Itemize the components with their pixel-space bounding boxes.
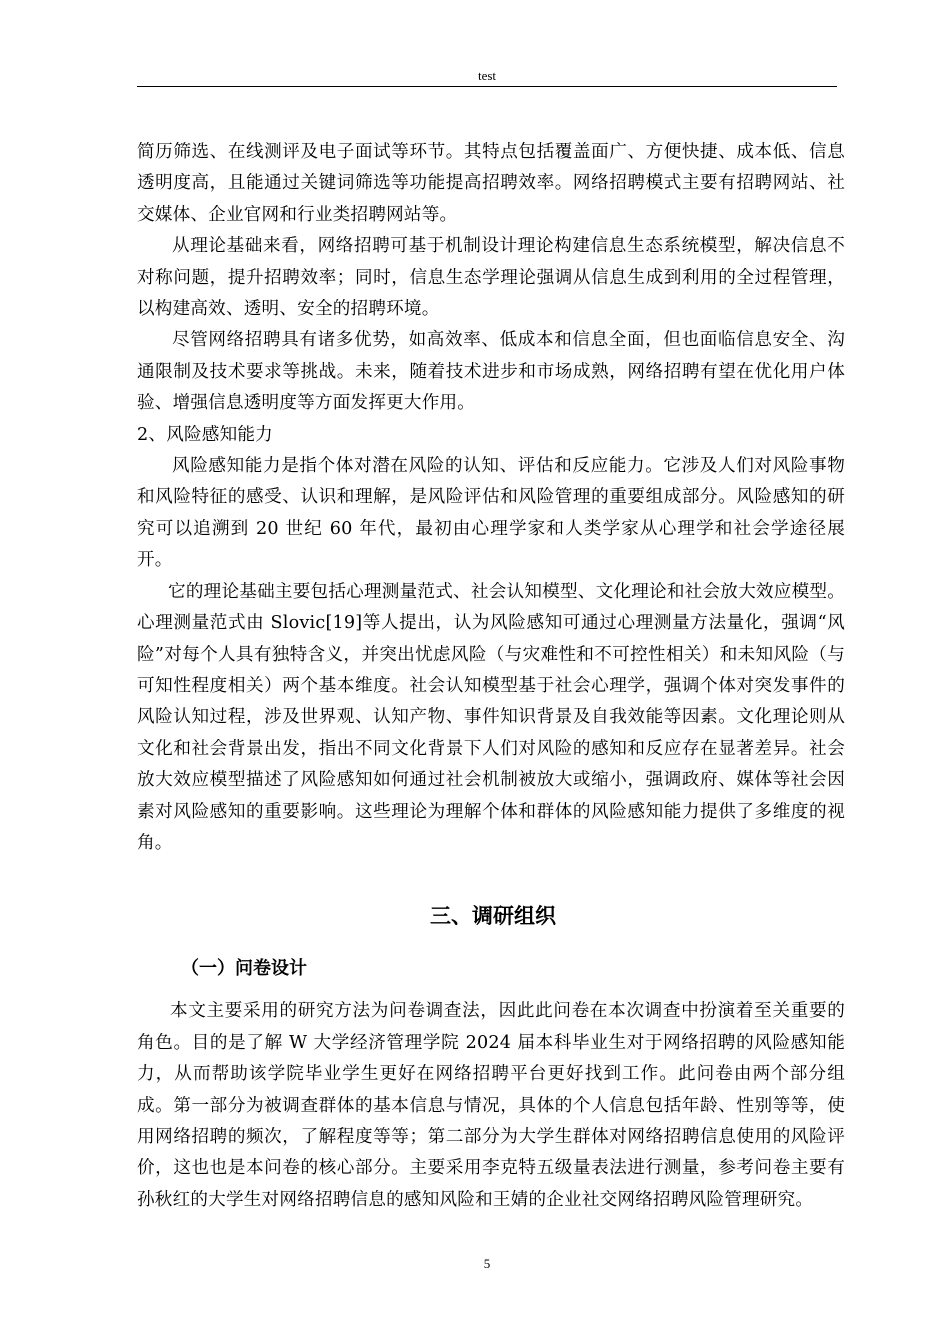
subheading-risk-perception: 2、风险感知能力 [137,424,273,445]
paragraph-online-recruitment-features: 简历筛选、在线测评及电子面试等环节。其特点包括覆盖面广、方便快捷、成本低、信息透明度高，且能通过关键词筛选等功能提高招聘效率。网络招聘模式主要有招聘网站、社交媒体、企业官网和行业类招聘网站等。 [137,142,845,225]
document-body [137,137,845,1216]
paragraph-theory-basis: 从理论基础来看，网络招聘可基于机制设计理论构建信息生态系统模型，解决信息不对称问题，提升招聘效率；同时，信息生态学理论强调从信息生成到利用的全过程管理，以构建高效、透明、安全的招聘环境。 [137,236,845,320]
page-header: test [477,68,497,83]
paragraph-survey-design: 本文主要采用的研究方法为问卷调查法，因此此问卷在本次调查中扮演着至关重要的角色。目的是了解 W 大学经济管理学院 2024 届本科毕业生对于网络招聘的风险感知能力，从而帮助该学院毕业学生更好在网络招聘平台更好找到工作。此问卷由两个部分组成。第一部分为被调查群体的基本信息与情况，具体的个人信息包括年龄、性别等等，使用网络招聘的频次，了解程度等等；第二部分为大学生群体对网络招聘信息使用的风险评价，这也也是本问卷的核心部分。主要采用李克特五级量表法进行测量，参考问卷主要有孙秋红的大学生对网络招聘信息的感知风险和王婧的企业社交网络招聘风险管理研究。 [137,1001,845,1210]
paragraph-advantages-challenges: 尽管网络招聘具有诸多优势，如高效率、低成本和信息全面，但也面临信息安全、沟通限制及技术要求等挑战。未来，随着技术进步和市场成熟，网络招聘有望在优化用户体验、增强信息透明度等方面发挥更大作用。 [137,330,845,414]
paragraph-risk-perception-definition: 风险感知能力是指个体对潜在风险的认知、评估和反应能力。它涉及人们对风险事物和风险特征的感受、认识和理解，是风险评估和风险管理的重要组成部分。风险感知的研究可以追溯到 20 世纪 60 年代，最初由心理学家和人类学家从心理学和社会学途径展开。 [137,456,845,571]
paragraph-risk-perception-theories: 它的理论基础主要包括心理测量范式、社会认知模型、文化理论和社会放大效应模型。心理测量范式由 Slovic[19]等人提出，认为风险感知可通过心理测量方法量化，强调“风险”对每个人具有独特含义，并突出忧虑风险（与灾难性和不可控性相关）和未知风险（与可知性程度相关）两个基本维度。社会认知模型基于社会心理学，强调个体对突发事件的风险认知过程，涉及世界观、认知产物、事件知识背景及自我效能等因素。文化理论则从文化和社会背景出发，指出不同文化背景下人们对风险的感知和反应存在显著差异。社会放大效应模型描述了风险感知如何通过社会机制被放大或缩小，强调政府、媒体等社会因素对风险感知的重要影响。这些理论为理解个体和群体的风险感知能力提供了多维度的视角。 [137,581,845,853]
page-number: 5 [483,1256,491,1271]
section-heading: （一）问卷设计 [181,958,307,980]
chapter-heading: 三、调研组织 [430,904,556,929]
header-divider [137,86,837,87]
